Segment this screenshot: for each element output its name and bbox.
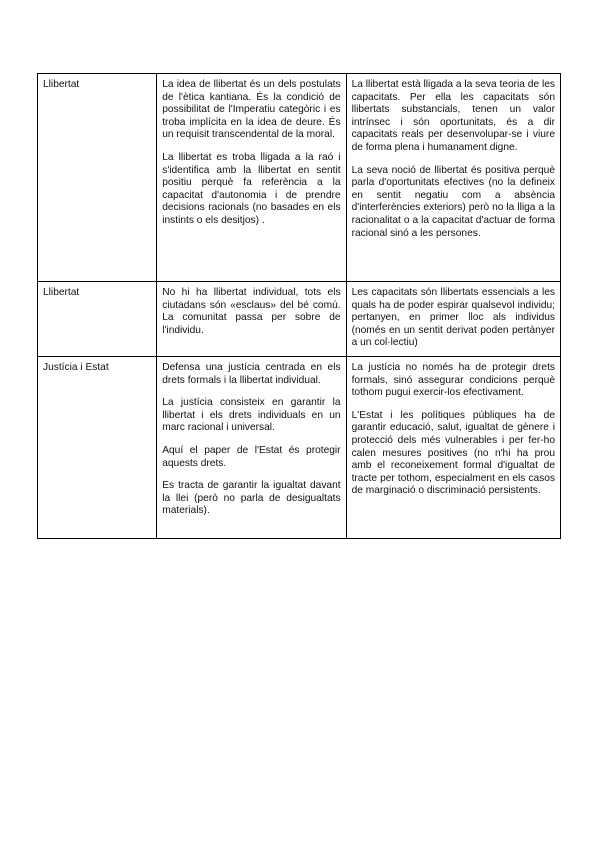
cell-paragraph: La justícia consisteix en garantir la llibertat i els drets individuals en un marc racional i universal. [162,397,341,434]
cell-paragraph: La llibertat està lligada a la seva teoria de les capacitats. Per ella les capacitats són llibertats substancials, tenen un valor intrínsec i són oportunitats, és a dir capacitats reals per desenvolupar-se i viure de forma plena i humanament digne. [351,79,555,153]
row-label-cell [38,74,157,282]
third-column-cell [346,356,560,538]
cell-paragraph: Es tracta de garantir la igualtat davant la llei (però no parla de desigualtats materials). [162,480,341,517]
cell-paragraph: La seva noció de llibertat és positiva perquè parla d'oportunitats efectives (no la defineix en sentit negatiu com a absència d'interferències exteriors) però no la lliga a la racionalitat o a la capacitat d'actuar de forma racional sinó a les persones. [351,164,555,239]
row-label: Llibertat [43,287,80,298]
table-row [38,74,561,282]
cell-paragraph: Les capacitats són llibertats essencials a les quals ha de poder espirar qualsevol individu; pertanyen, en primer lloc als individus (només en un sentit derivat poden pertànyer a un col·lectiu) [351,287,555,349]
cell-paragraph: No hi ha llibertat individual, tots els ciutadans són «esclaus» del bé comú. La comunitat passa per sobre de l'individu. [162,287,341,336]
cell-paragraph: Defensa una justícia centrada en els drets formals i la llibertat individual. [162,361,341,386]
second-column-cell [157,356,346,538]
second-column-cell [157,282,346,357]
table-row [38,282,561,357]
row-label: Justícia i Estat [43,361,109,373]
third-column-cell [346,74,560,282]
third-column-cell [346,282,560,357]
comparison-table [37,73,561,539]
cell-paragraph: Aquí el paper de l'Estat és protegir aquests drets. [162,444,341,469]
cell-paragraph: La llibertat es troba lligada a la raó i s'identifica amb la llibertat en sentit positiu perquè fa referència a la capacitat d'autonomia i de prendre decisions racionals (no basades en els instints o els desitjos) . [162,151,341,226]
cell-paragraph: La justícia no només ha de protegir drets formals, sinó assegurar condicions perquè tothom pugui exercir-los efectivament. [351,361,555,399]
second-column-cell [157,74,346,282]
row-label: Llibertat [43,79,80,90]
row-label-cell [38,282,157,357]
table-row [38,356,561,538]
row-label-cell [38,356,157,538]
cell-paragraph: L'Estat i les polítiques públiques ha de garantir educació, salut, igualtat de gènere i protecció dels més vulnerables i per fer-ho calen mesures positives (no n'hi ha prou amb el reconeixement formal d'igualtat de tracte per tothom, especialment en els casos de marginació o discriminació persistents. [351,409,555,497]
cell-paragraph: La idea de llibertat és un dels postulats de l'ètica kantiana. És la condició de possibilitat de l'Imperatiu categòric i es troba implícita en la idea de deure. És un requisit transcendental de la moral. [162,79,341,141]
